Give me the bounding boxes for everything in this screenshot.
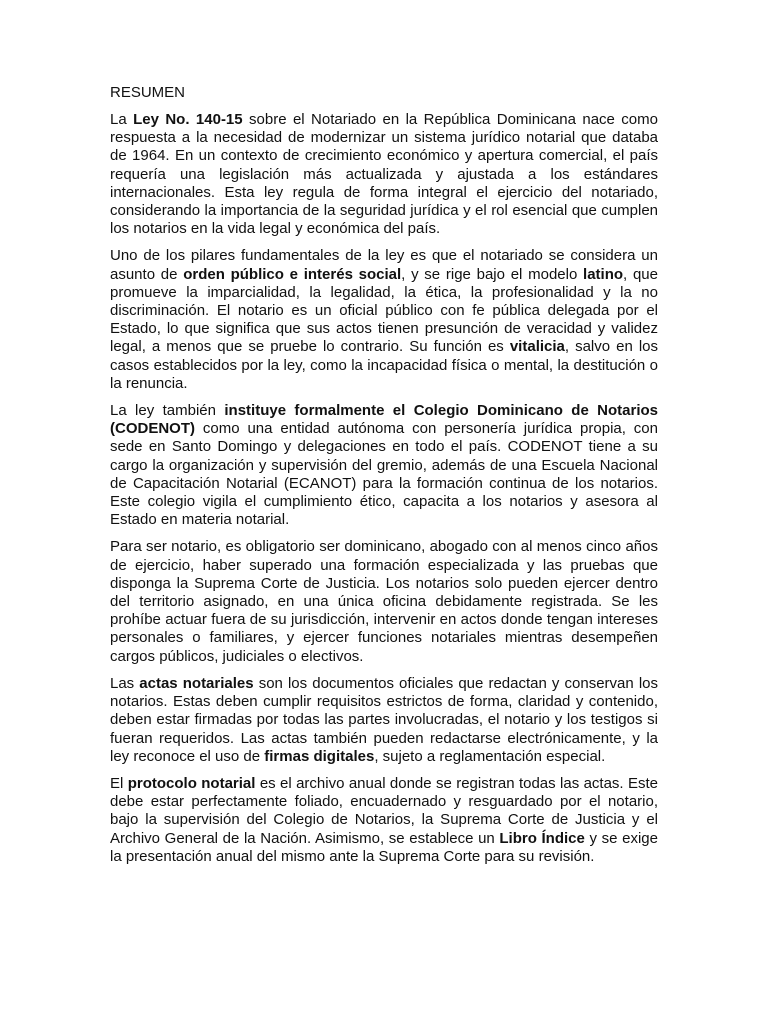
text-run: , y se rige bajo el modelo [401,265,584,283]
bold-term: instituye formalmente el Colegio Dominicano de Notarios (CODENOT) [110,402,658,438]
paragraph-3 [110,402,658,529]
bold-term: firmas digitales [264,747,375,765]
paragraph-5 [110,675,658,766]
paragraph-6 [110,775,658,866]
document-heading: RESUMEN [110,84,186,101]
bold-term: Libro Índice [499,829,585,847]
text-run: Para ser notario, es obligatorio ser dominicano, abogado con al menos cinco años de ejercicio, haber superado una formación especializada y las pruebas que disponga la Suprema Corte de Justicia. Los notarios solo pueden ejercer dentro del territorio asignado, en una única oficina debidamente registrada. Se les prohíbe actuar fuera de su jurisdicción, intervenir en actos donde tengan intereses personales o familiares, y ejercer funciones notariales mientras desempeñen cargos públicos, judiciales o electivos. [110,538,658,665]
text-run: Las [110,674,140,692]
text-run: La [110,111,134,128]
bold-term: latino [583,265,624,283]
text-run: El [110,774,128,792]
text-run: sobre el Notariado en la República Dominicana nace como respuesta a la necesidad de modernizar un sistema jurídico notarial que databa de 1964. En un contexto de crecimiento económico y apertura comercial, el país requería una legislación más actualizada y ajustada a los estándares internacionales. Esta ley regula de forma integral el ejercicio del notariado, considerando la importancia de la seguridad jurídica y el rol esencial que cumplen los notarios en la vida legal y económica del país. [110,111,658,238]
text-run: son los documentos oficiales que redactan y conservan los notarios. Estas deben cumplir requisitos estrictos de forma, claridad y contenido, deben estar firmadas por todas las partes involucradas, el notario y los testigos si fueran requeridos. Las actas también pueden redactarse electrónicamente, y la ley reconoce el uso de [110,674,658,765]
text-run: y se exige la presentación anual del mismo ante la Suprema Corte para su revisión. [110,829,658,865]
text-run: , salvo en los casos establecidos por la ley, como la incapacidad física o mental, la destitución o la renuncia. [110,338,659,392]
text-run: , que promueve la imparcialidad, la legalidad, la ética, la profesionalidad y la no discriminación. El notario es un oficial público con fe pública delegada por el Estado, lo que significa que sus actos tienen presunción de veracidad y validez legal, a menos que se pruebe lo contrario. Su función es [110,265,658,356]
document-page [110,84,658,875]
text-run: Uno de los pilares fundamentales de la ley es que el notariado se considera un asunto de [110,247,658,283]
bold-term: Ley No. 140-15 [133,111,243,128]
paragraph-1 [110,111,658,238]
document-body [110,111,658,866]
bold-term: actas notariales [139,674,254,692]
paragraph-2 [110,247,658,393]
bold-term: orden público e interés social [183,265,402,283]
text-run: La ley también [110,402,225,420]
text-run: , sujeto a reglamentación especial. [374,747,606,765]
bold-term: vitalicia [509,338,565,356]
bold-term: protocolo notarial [127,774,256,792]
paragraph-4 [110,538,658,665]
text-run: es el archivo anual donde se registran todas las actas. Este debe estar perfectamente foliado, encuadernado y resguardado por el notario, bajo la supervisión del Colegio de Notarios, la Suprema Corte de Justicia y el Archivo General de la Nación. Asimismo, se establece un [110,774,658,847]
text-run: como una entidad autónoma con personería jurídica propia, con sede en Santo Domingo y delegaciones en todo el país. CODENOT tiene a su cargo la organización y supervisión del gremio, además de una Escuela Nacional de Capacitación Notarial (ECANOT) para la formación continua de los notarios. Este colegio vigila el cumplimiento ético, capacita a los notarios y asesora al Estado en materia notarial. [110,420,658,529]
